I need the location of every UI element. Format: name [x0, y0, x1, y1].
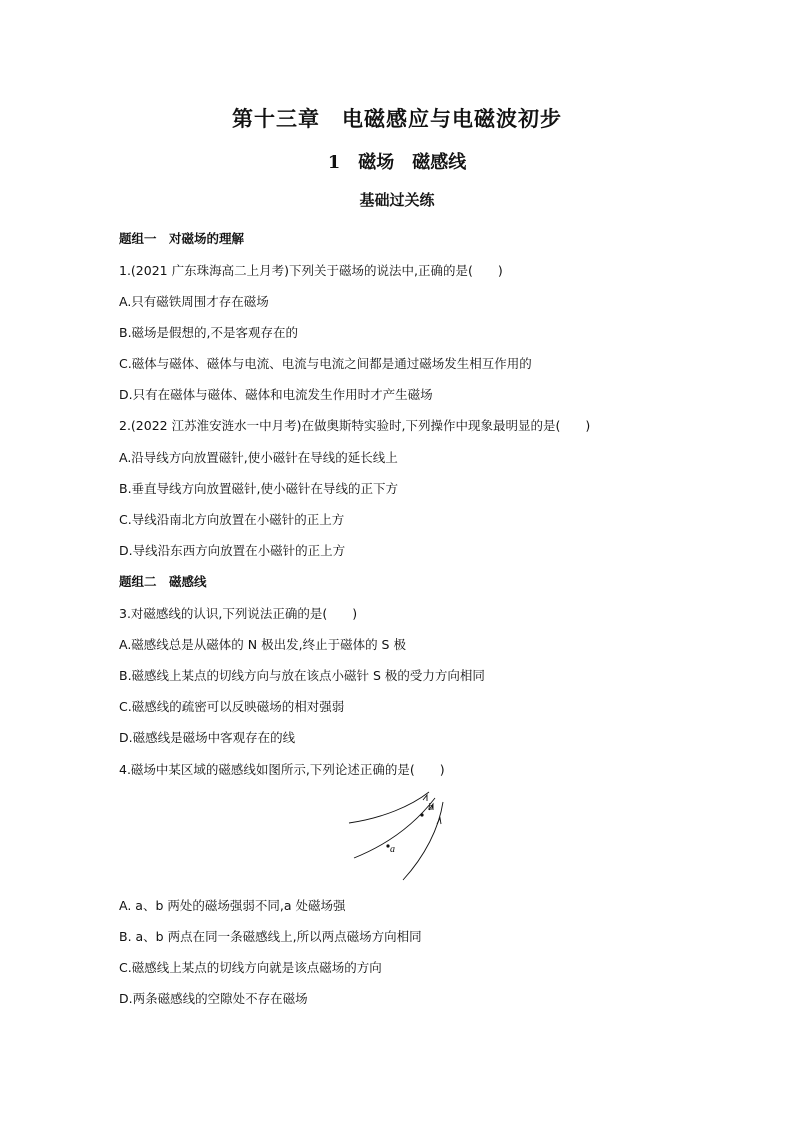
label-a: a: [390, 844, 395, 855]
q3-option-b: B.磁感线上某点的切线方向与放在该点小磁针 S 极的受力方向相同: [119, 668, 485, 683]
q3-option-d: D.磁感线是磁场中客观存在的线: [119, 730, 296, 745]
q1-stem: 1.(2021 广东珠海高二上月考)下列关于磁场的说法中,正确的是( ): [119, 263, 503, 278]
q2-option-b: B.垂直导线方向放置磁针,使小磁针在导线的正下方: [119, 481, 399, 496]
q2-option-d: D.导线沿东西方向放置在小磁针的正上方: [119, 543, 346, 558]
magnetic-field-lines-figure: [345, 788, 445, 882]
q4-stem: 4.磁场中某区域的磁感线如图所示,下列论述正确的是( ): [119, 762, 445, 777]
exercise-subtitle: 基础过关练: [359, 191, 435, 209]
q3-stem: 3.对磁感线的认识,下列说法正确的是( ): [119, 606, 358, 621]
q2-stem: 2.(2022 江苏淮安涟水一中月考)在做奥斯特实验时,下列操作中现象最明显的是( ): [119, 418, 591, 433]
section-title: 1 磁场 磁感线: [327, 152, 467, 173]
q1-option-a: A.只有磁铁周围才存在磁场: [119, 294, 269, 309]
group2-heading: 题组二 磁感线: [119, 574, 207, 589]
q1-option-c: C.磁体与磁体、磁体与电流、电流与电流之间都是通过磁场发生相互作用的: [119, 356, 532, 371]
q4-option-d: D.两条磁感线的空隙处不存在磁场: [119, 991, 308, 1006]
chapter-title: 第十三章 电磁感应与电磁波初步: [232, 106, 562, 131]
q4-option-c: C.磁感线上某点的切线方向就是该点磁场的方向: [119, 960, 382, 975]
q2-option-a: A.沿导线方向放置磁针,使小磁针在导线的延长线上: [119, 450, 398, 465]
q3-option-a: A.磁感线总是从磁体的 N 极出发,终止于磁体的 S 极: [119, 637, 406, 652]
q2-option-c: C.导线沿南北方向放置在小磁针的正上方: [119, 512, 345, 527]
point-b: [420, 813, 423, 816]
label-b: b: [428, 802, 433, 813]
q1-option-b: B.磁场是假想的,不是客观存在的: [119, 325, 299, 340]
field-line-lower: [403, 802, 443, 880]
q4-option-b: B. a、b 两点在同一条磁感线上,所以两点磁场方向相同: [119, 929, 422, 944]
q3-option-c: C.磁感线的疏密可以反映磁场的相对强弱: [119, 699, 345, 714]
q4-option-a: A. a、b 两处的磁场强弱不同,a 处磁场强: [119, 898, 346, 913]
q1-option-d: D.只有在磁体与磁体、磁体和电流发生作用时才产生磁场: [119, 387, 433, 402]
group1-heading: 题组一 对磁场的理解: [119, 231, 245, 246]
